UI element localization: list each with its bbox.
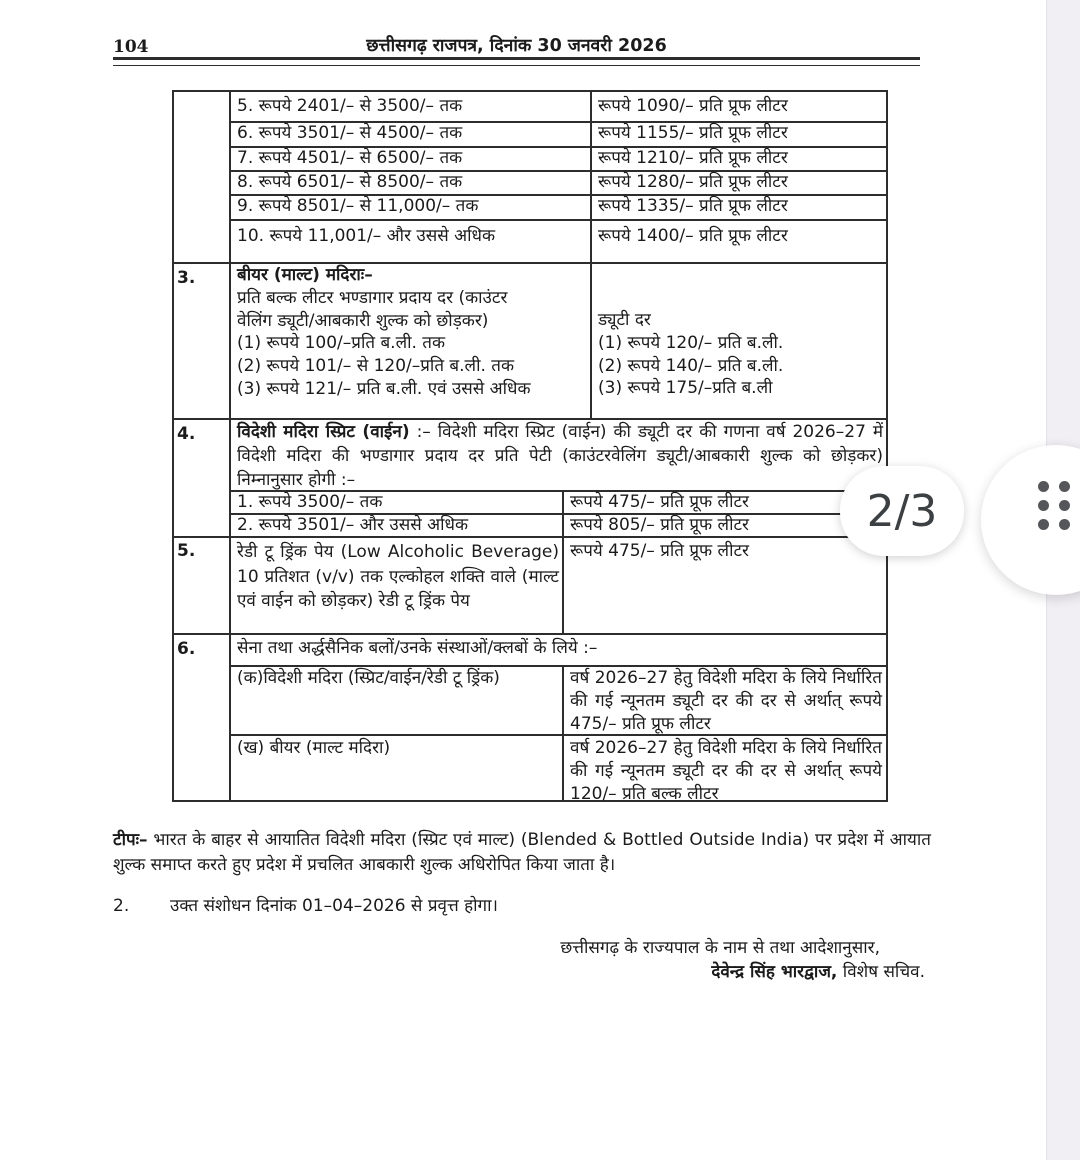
foreign-desc-rest: :– विदेशी मदिरा स्प्रिट (वाईन) की ड्यूटी दर की गणना वर्ष 2026–27 में विदेशी मदिरा की भण्डागार प्रदाय दर प्रति पेटी (काउंटरवेलिंग ड्यूटी/आबकारी शुल्क को छोड़कर) निम्नानुसार होगी :– [237,422,883,490]
dot [1038,481,1049,492]
dot [1038,500,1049,511]
viewer-menu-button[interactable] [981,445,1080,595]
row-serial: 4. [177,424,196,444]
forces-sub-rate: वर्ष 2026–27 हेतु विदेशी मदिरा के लिये निर्धारित की गई न्यूनतम ड्यूटी दर की दर से अर्थात् रूपये 475/– प्रति प्रूफ लीटर [570,668,882,734]
slab-row-rate: रूपये 1090/– प्रति प्रूफ लीटर [598,96,788,116]
slab-row-desc: 7. रूपये 4501/– से 6500/– तक [237,148,463,168]
slab-row-rate: रूपये 1335/– प्रति प्रूफ लीटर [598,196,788,216]
foreign-desc [237,420,883,492]
table-border [229,219,888,221]
signatory-name: देवेन्द्र सिंह भारद्वाज, [711,962,838,982]
beer-left-line: (1) रूपये 100/–प्रति ब.ली. तक [237,333,446,354]
forces-sub-desc: (ख) बीयर (माल्ट मदिरा) [237,738,391,758]
slab-row-desc: 8. रूपये 6501/– से 8500/– तक [237,172,463,192]
table-border [172,536,888,538]
foreign-sub-desc: 2. रूपये 3501/– और उससे अधिक [237,515,469,535]
beer-title: बीयर (माल्ट) मदिराः– [237,265,373,285]
dot [1059,500,1070,511]
amendment-number: 2. [113,896,130,916]
forces-sub-desc: (क)विदेशी मदिरा (स्प्रिट/वाईन/रेडी टू ड्रिंक) [237,668,500,688]
page-title: छत्तीसगढ़ राजपत्र, दिनांक 30 जनवरी 2026 [366,36,667,56]
footnote-text: भारत के बाहर से आयातित विदेशी मदिरा (स्प्रिट एवं माल्ट) (Blended & Bottled Outside India) पर प्रदेश में आयात शुल्क समाप्त करते हुए प्रदेश में प्रचलित आबकारी शुल्क अधिरोपित किया जाता है। [113,830,931,875]
table-border [562,490,564,633]
signature-name-line [711,962,925,983]
slab-row-desc: 9. रूपये 8501/– से 11,000/– तक [237,196,479,216]
foreign-sub-rate: रूपये 805/– प्रति प्रूफ लीटर [570,515,750,535]
signature-authority-line: छत्तीसगढ़ के राज्यपाल के नाम से तथा आदेशानुसार, [560,938,880,958]
beer-left-line: वेलिंग ड्यूटी/आबकारी शुल्क को छोड़कर) [237,310,489,331]
header-rule-thin [113,65,920,66]
page-number: 104 [113,37,149,57]
table-border [590,90,592,418]
slab-row-rate: रूपये 1280/– प्रति प्रूफ लीटर [598,172,788,192]
beer-duty-line: (3) रूपये 175/–प्रति ब.ली [598,378,773,399]
beer-duty-line: (2) रूपये 140/– प्रति ब.ली. [598,355,784,376]
beer-left-line: (3) रूपये 121/– प्रति ब.ली. एवं उससे अधिक [237,378,531,399]
slab-row-desc: 6. रूपये 3501/– से 4500/– तक [237,123,463,143]
signatory-designation: विशेष सचिव. [837,962,925,982]
slab-row-desc: 5. रूपये 2401/– से 3500/– तक [237,96,463,116]
row-serial: 3. [177,268,196,288]
foreign-sub-desc: 1. रूपये 3500/– तक [237,492,383,512]
footnote-label: टीपः– [113,830,148,850]
forces-sub-rate: वर्ष 2026–27 हेतु विदेशी मदिरा के लिये निर्धारित की गई न्यूनतम ड्यूटी दर की दर से अर्थात् रूपये 120/– प्रति बल्क लीटर [570,738,882,804]
footnote [113,828,931,877]
page-indicator-label: 2/3 [866,485,938,537]
dot [1059,481,1070,492]
foreign-sub-rate: रूपये 475/– प्रति प्रूफ लीटर [570,492,750,512]
grid-dots-icon [1038,481,1070,530]
beer-left-line: (2) रूपये 101/– से 120/–प्रति ब.ली. तक [237,356,515,377]
rtd-desc: रेडी टू ड्रिंक पेय (Low Alcoholic Beverage) 10 प्रतिशत (v/v) तक एल्कोहल शक्ति वाले (माल्ट एवं वाईन को छोड़कर) रेडी टू ड्रिंक पेय [237,542,559,611]
beer-left-line: प्रति बल्क लीटर भण्डागार प्रदाय दर (काउंटर [237,287,508,308]
slab-row-rate: रूपये 1400/– प्रति प्रूफ लीटर [598,226,788,246]
table-border [172,90,174,802]
beer-duty-line: (1) रूपये 120/– प्रति ब.ली. [598,332,784,353]
dot [1059,519,1070,530]
foreign-desc-lead: विदेशी मदिरा स्प्रिट (वाईन) [237,422,410,442]
slab-row-rate: रूपये 1155/– प्रति प्रूफ लीटर [598,123,788,143]
page-indicator-badge [840,466,964,556]
slab-row-rate: रूपये 1210/– प्रति प्रूफ लीटर [598,148,788,168]
dot [1038,519,1049,530]
table-border [229,90,231,802]
row-serial: 5. [177,541,196,561]
slab-row-desc: 10. रूपये 11,001/– और उससे अधिक [237,226,496,246]
table-border [886,90,888,802]
forces-heading: सेना तथा अर्द्धसैनिक बलों/उनके संस्थाओं/क्लबों के लिये :– [237,638,598,658]
row-serial: 6. [177,639,196,659]
table-border [172,90,888,92]
amendment-text: उक्त संशोधन दिनांक 01–04–2026 से प्रवृत्त होगा। [170,896,498,916]
header-rule-thick [113,57,920,60]
beer-duty-title: ड्यूटी दर [598,310,651,330]
table-border [172,633,888,635]
rtd-rate: रूपये 475/– प्रति प्रूफ लीटर [570,541,750,561]
